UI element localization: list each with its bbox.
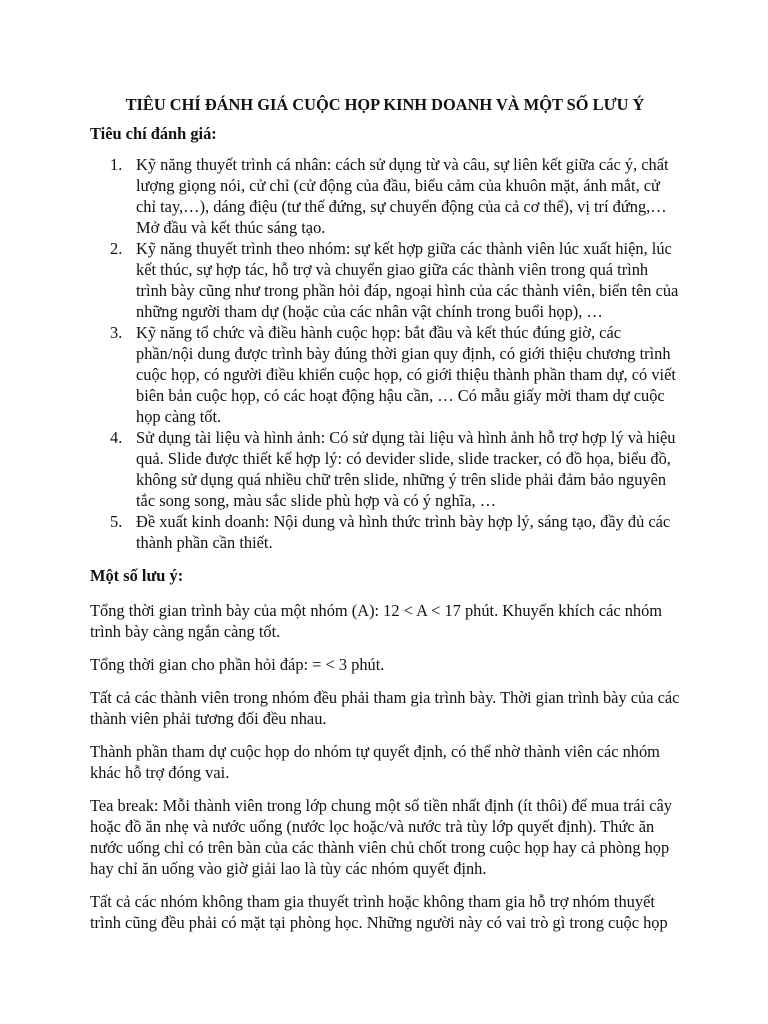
criteria-number: 1.: [110, 155, 123, 174]
document-title: TIÊU CHÍ ĐÁNH GIÁ CUỘC HỌP KINH DOANH VÀ MỘT SỐ LƯU Ý: [125, 95, 645, 114]
criteria-number: 3.: [110, 323, 123, 342]
criteria-text: Đề xuất kinh doanh: Nội dung và hình thức trình bày hợp lý, sáng tạo, đầy đủ các thành phần cần thiết.: [136, 512, 671, 552]
criteria-item: [90, 322, 680, 427]
criteria-list: [90, 154, 680, 553]
criteria-number: 2.: [110, 239, 123, 258]
criteria-text: Kỹ năng thuyết trình theo nhóm: sự kết hợp giữa các thành viên lúc xuất hiện, lúc kết thúc, sự hợp tác, hỗ trợ và chuyển giao giữa các thành viên trong quá trình trình bày cũng như trong phần hỏi đáp, ngoại hình của các thành viên, biển tên của những người tham dự (hoặc của các nhân vật chính trong buổi họp), …: [136, 239, 679, 321]
note-paragraph: Tổng thời gian cho phần hỏi đáp: = < 3 phút.: [90, 655, 385, 674]
note-paragraph: Tea break: Mỗi thành viên trong lớp chung một số tiền nhất định (ít thôi) để mua trái cây hoặc đồ ăn nhẹ và nước uống (nước lọc hoặc/và nước trà tùy lớp quyết định). Thức ăn nước uống chỉ có trên bàn của các thành viên chủ chốt trong cuộc họp hay cả phòng họp hay chỉ ăn uống vào giờ giải lao là tùy các nhóm quyết định.: [90, 796, 672, 878]
criteria-text: Kỹ năng thuyết trình cá nhân: cách sử dụng từ và câu, sự liên kết giữa các ý, chất lượng giọng nói, cử chỉ (cử động của đầu, biểu cảm của khuôn mặt, ánh mắt, cử chỉ tay,…), dáng điệu (tư thế đứng, sự chuyển động của cả cơ thể), vị trí đứng,… Mở đầu và kết thúc sáng tạo.: [136, 155, 669, 237]
note-paragraph: Thành phần tham dự cuộc họp do nhóm tự quyết định, có thể nhờ thành viên các nhóm khác hỗ trợ đóng vai.: [90, 742, 660, 782]
criteria-number: 5.: [110, 512, 123, 531]
criteria-number: 4.: [110, 428, 123, 447]
criteria-item: [90, 427, 680, 511]
criteria-item: [90, 511, 680, 553]
criteria-text: Kỹ năng tổ chức và điều hành cuộc họp: bắt đầu và kết thúc đúng giờ, các phần/nội dung được trình bày đúng thời gian quy định, có giới thiệu chương trình cuộc họp, có người điều khiển cuộc họp, có giới thiệu thành phần tham dự, có viết biên bản cuộc họp, có các hoạt động hậu cần, … Có mẫu giấy mời tham dự cuộc họp càng tốt.: [136, 323, 676, 426]
document-page: [90, 94, 680, 945]
note-paragraph: Tổng thời gian trình bày của một nhóm (A): 12 < A < 17 phút. Khuyến khích các nhóm trình bày càng ngắn càng tốt.: [90, 601, 663, 641]
note-paragraph: Tất cả các nhóm không tham gia thuyết trình hoặc không tham gia hỗ trợ nhóm thuyết trình cũng đều phải có mặt tại phòng học. Những người này có vai trò gì trong cuộc họp: [90, 892, 668, 932]
criteria-text: Sử dụng tài liệu và hình ảnh: Có sử dụng tài liệu và hình ảnh hỗ trợ hợp lý và hiệu quả. Slide được thiết kế hợp lý: có devider slide, slide tracker, có đồ họa, biểu đồ, không sử dụng quá nhiều chữ trên slide, những ý trên slide phải đảm bảo nguyên tắc song song, màu sắc slide phù hợp và có ý nghĩa, …: [136, 428, 676, 510]
criteria-item: [90, 238, 680, 322]
criteria-item: [90, 154, 680, 238]
criteria-heading: Tiêu chí đánh giá:: [90, 124, 217, 143]
notes-heading: Một số lưu ý:: [90, 566, 184, 585]
note-paragraph: Tất cả các thành viên trong nhóm đều phải tham gia trình bày. Thời gian trình bày của các thành viên phải tương đối đều nhau.: [90, 688, 680, 728]
